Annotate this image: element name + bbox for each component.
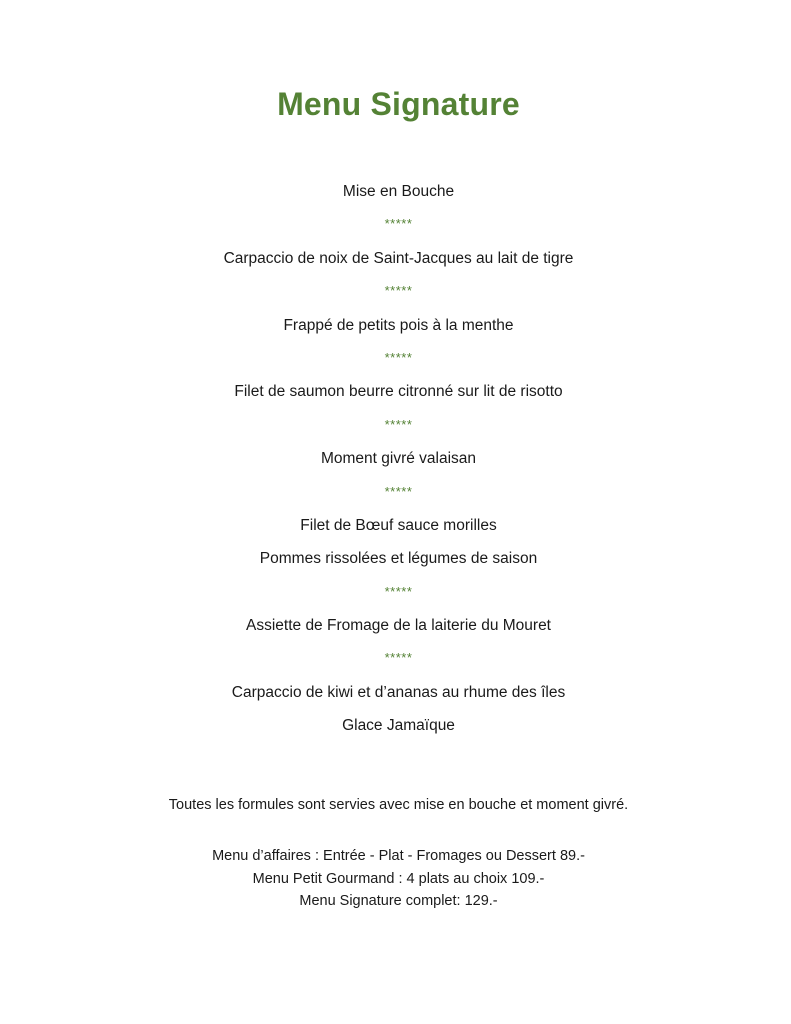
course-item: Mise en Bouche: [342, 183, 455, 200]
separator: *****: [384, 349, 413, 365]
formula-note: Toutes les formules sont servies avec mise en bouche et moment givré.: [168, 797, 629, 813]
separator: *****: [384, 216, 413, 232]
price-line: Menu d’affaires : Entrée - Plat - Fromages ou Dessert 89.-: [212, 848, 585, 864]
separator: *****: [384, 483, 413, 499]
course-item: Frappé de petits pois à la menthe: [283, 316, 514, 334]
course-list: [0, 181, 791, 749]
course-item: Carpaccio de kiwi et d’ananas au rhume des îles: [231, 683, 566, 701]
page-title: Menu Signature: [277, 86, 520, 122]
course-item: Glace Jamaïque: [342, 717, 455, 735]
course-item: Filet de Bœuf sauce morilles: [300, 516, 497, 534]
separator: *****: [384, 416, 413, 432]
course-item: Moment givré valaisan: [320, 450, 477, 468]
course-item: Pommes rissolées et légumes de saison: [259, 550, 538, 568]
separator: *****: [384, 583, 413, 599]
pricing-list: [0, 845, 791, 913]
price-line: Menu Signature complet: 129.-: [299, 893, 498, 909]
price-line: Menu Petit Gourmand : 4 plats au choix 109.-: [252, 870, 545, 887]
separator: *****: [384, 283, 413, 299]
separator: *****: [384, 650, 413, 666]
course-item: Assiette de Fromage de la laiterie du Mouret: [246, 617, 551, 635]
course-item: Filet de saumon beurre citronné sur lit de risotto: [234, 383, 563, 401]
course-item: Carpaccio de noix de Saint-Jacques au lait de tigre: [223, 249, 574, 267]
